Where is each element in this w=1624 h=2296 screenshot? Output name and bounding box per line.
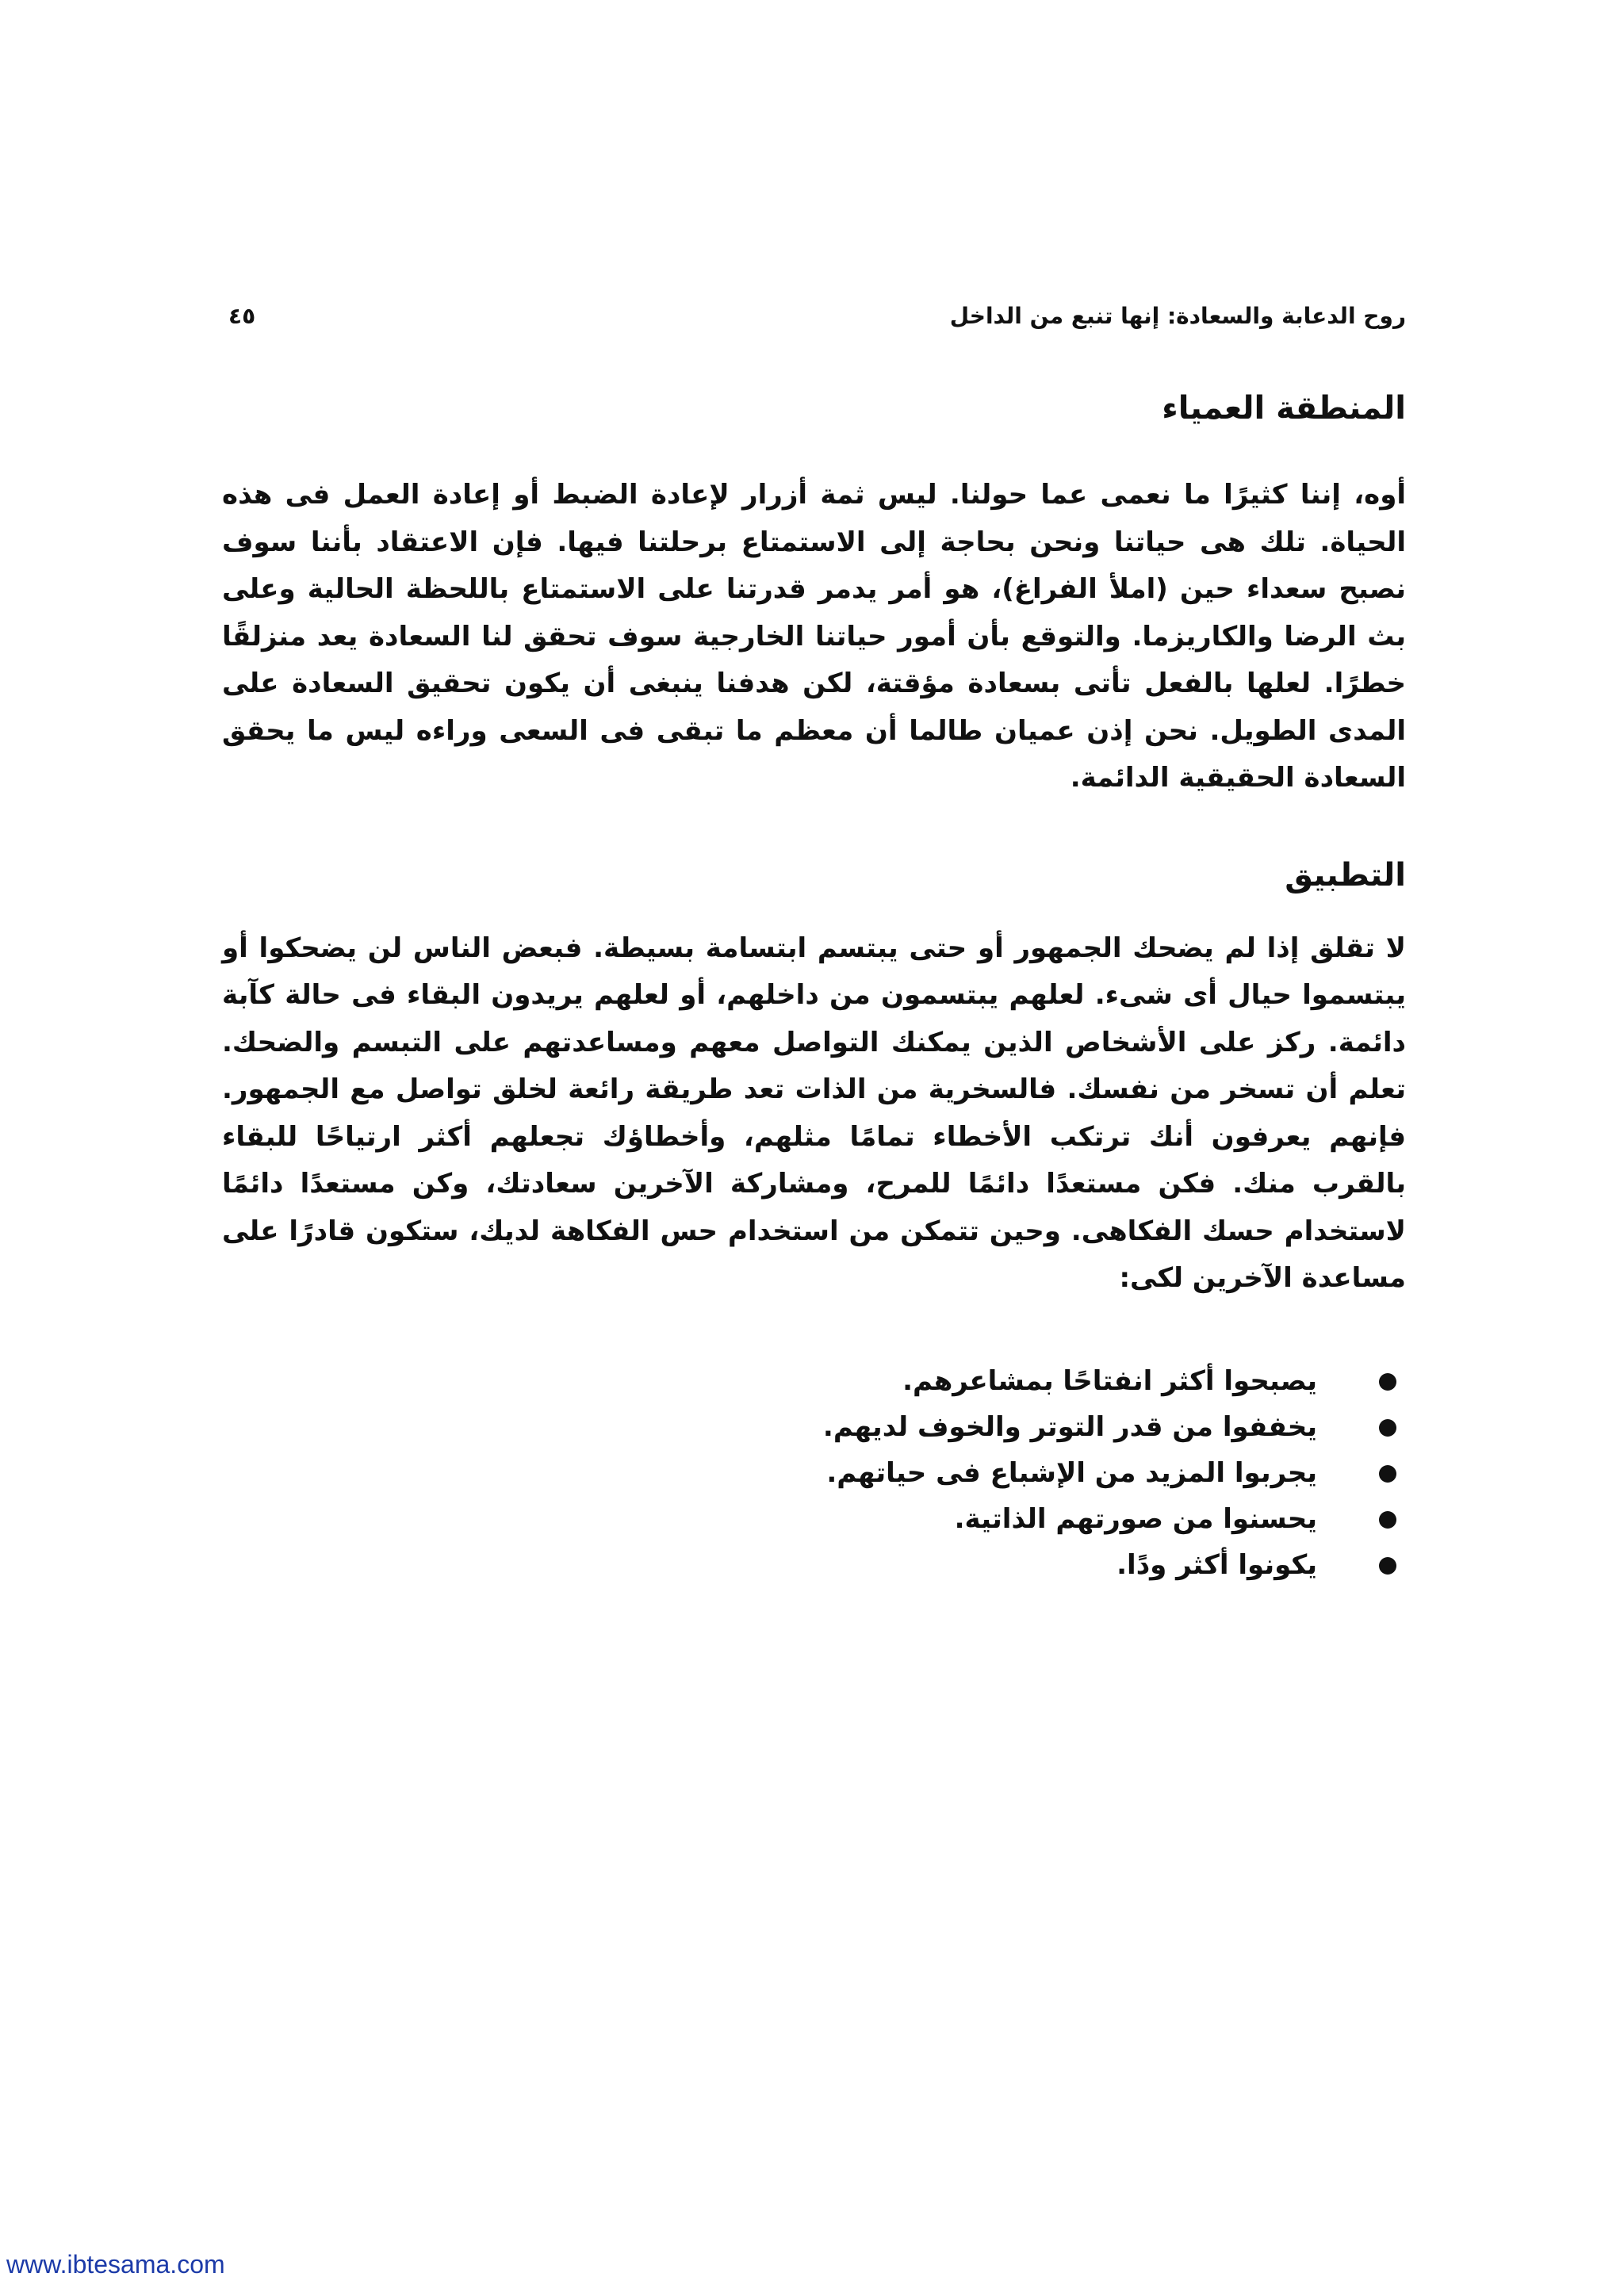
bullet-icon	[1379, 1557, 1396, 1575]
page-number: ٤٥	[228, 303, 256, 329]
list-item	[222, 1404, 1406, 1450]
bullet-icon	[1379, 1373, 1396, 1391]
list-item-text: يصبحوا أكثر انفتاحًا بمشاعرهم.	[902, 1364, 1317, 1397]
section-heading-blind-spot: المنطقة العمياء	[1162, 390, 1406, 427]
bullet-list	[222, 1358, 1406, 1588]
page-content	[222, 381, 1406, 1588]
section-paragraph-blind-spot: أوه، إننا كثيرًا ما نعمى عما حولنا. ليس ثمة أزرار لإعادة الضبط أو إعادة العمل فى هذه الحياة. تلك هى حياتنا ونحن بحاجة إلى الاستمتاع برحلتنا فيها. فإن الاعتقاد بأننا سوف نصبح سعداء حين (املأ الفراغ)، هو أمر يدمر قدرتنا على الاستمتاع باللحظة الحالية وعلى بث الرضا والكاريزما. والتوقع بأن أمور حياتنا الخارجية سوف تحقق لنا السعادة يعد منزلقًا خطرًا. لعلها بالفعل تأتى بسعادة مؤقتة، لكن هدفنا ينبغى أن يكون تحقيق السعادة على المدى الطويل. نحن إذن عميان طالما أن معظم ما تبقى فى السعى وراءه ليس ما يحقق السعادة الحقيقية الدائمة.	[222, 479, 1406, 794]
bullet-icon	[1379, 1511, 1396, 1529]
section-paragraph-application: لا تقلق إذا لم يضحك الجمهور أو حتى يبتسم ابتسامة بسيطة. فبعض الناس لن يضحكوا أو يبتسموا حيال أى شىء. لعلهم يبتسمون من داخلهم، أو لعلهم يريدون البقاء فى حالة كآبة دائمة. ركز على الأشخاص الذين يمكنك التواصل معهم ومساعدتهم على التبسم والضحك. تعلم أن تسخر من نفسك. فالسخرية من الذات تعد طريقة رائعة لخلق تواصل مع الجمهور. فإنهم يعرفون أنك ترتكب الأخطاء تمامًا مثلهم، وأخطاؤك تجعلهم أكثر ارتياحًا للبقاء بالقرب منك. فكن مستعدًا دائمًا للمرح، ومشاركة الآخرين سعادتك، وكن مستعدًا دائمًا لاستخدام حسك الفكاهى. وحين تتمكن من استخدام حس الفكاهة لديك، ستكون قادرًا على مساعدة الآخرين لكى:	[222, 932, 1406, 1294]
list-item-text: يكونوا أكثر ودًا.	[1116, 1548, 1317, 1581]
list-item	[222, 1496, 1406, 1542]
list-item-text: يخففوا من قدر التوتر والخوف لديهم.	[822, 1410, 1317, 1443]
section-heading-application: التطبيق	[1285, 856, 1406, 894]
watermark-url: www.ibtesama.com	[6, 2250, 225, 2279]
list-item-text: يحسنوا من صورتهم الذاتية.	[954, 1502, 1317, 1535]
list-item	[222, 1450, 1406, 1496]
bullet-icon	[1379, 1419, 1396, 1437]
list-item	[222, 1358, 1406, 1404]
running-header-title: روح الدعابة والسعادة: إنها تنبع من الداخل	[949, 303, 1406, 329]
running-header	[222, 303, 1406, 342]
bullet-icon	[1379, 1465, 1396, 1483]
list-item	[222, 1542, 1406, 1588]
list-item-text: يجربوا المزيد من الإشباع فى حياتهم.	[826, 1456, 1317, 1489]
